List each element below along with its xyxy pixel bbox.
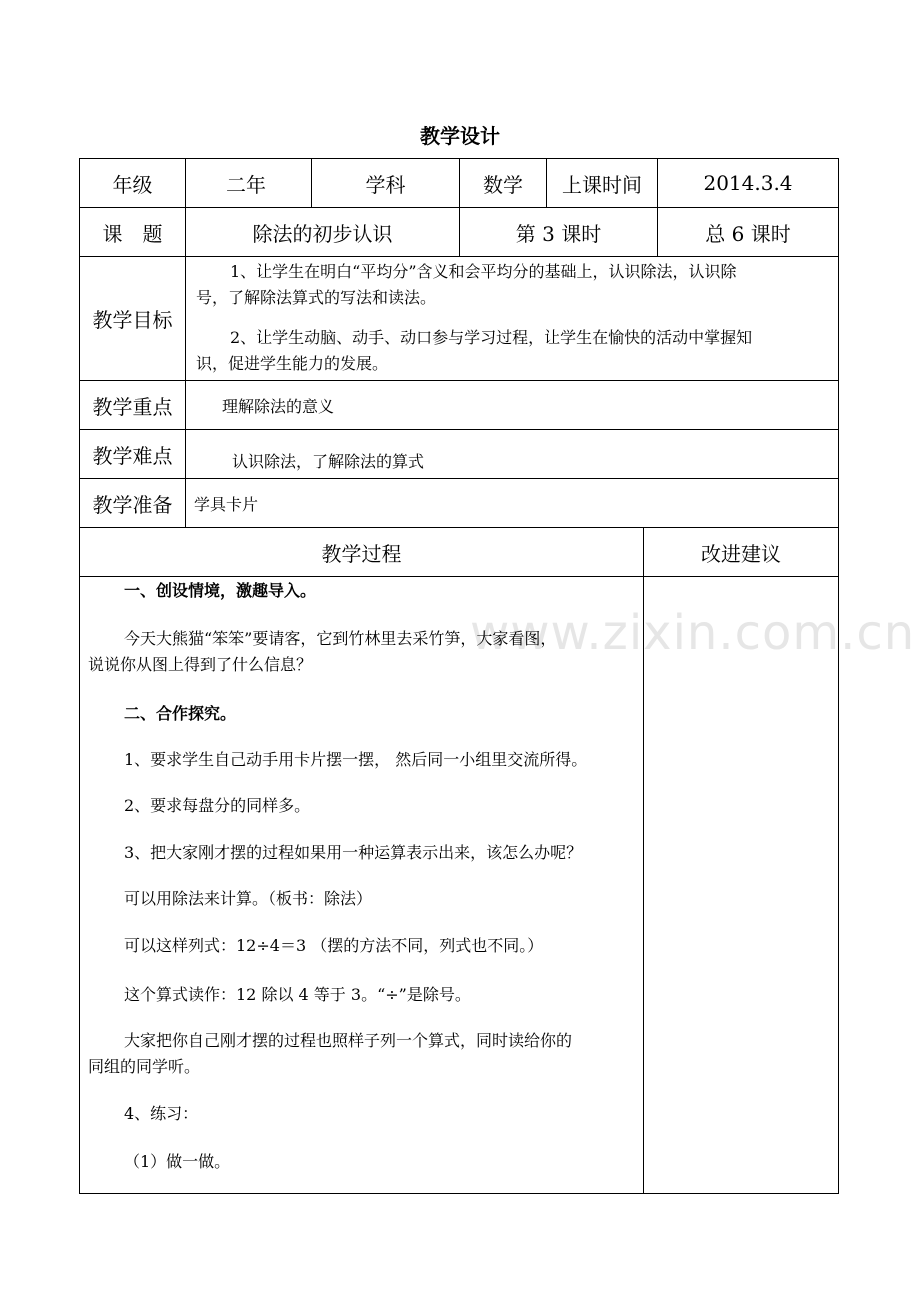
grade-value: 二年: [226, 172, 266, 197]
preparation-label: 教学准备: [92, 492, 173, 517]
topic-value: 除法的初步认识: [252, 221, 393, 246]
total-lessons: 总 6 课时: [705, 221, 791, 246]
class-time-label: 上课时间: [562, 172, 642, 197]
process-line: 1、要求学生自己动手用卡片摆一摆， 然后同一小组里交流所得。: [124, 750, 588, 769]
goals-label: 教学目标: [92, 308, 173, 332]
key-point-value: 理解除法的意义: [222, 396, 335, 416]
process-line: （1）做一做。: [124, 1152, 231, 1171]
section-1-heading: 一、创设情境，激趣导入。: [124, 581, 317, 600]
preparation-value: 学具卡片: [194, 494, 259, 514]
key-point-label: 教学重点: [92, 394, 173, 419]
subject-label: 学科: [365, 172, 406, 197]
difficulty-value: 认识除法，了解除法的算式: [232, 451, 425, 471]
lesson-number: 第 3 课时: [515, 221, 602, 246]
grade-label: 年级: [112, 172, 153, 197]
process-line: 4、练习：: [124, 1104, 199, 1123]
subject-value: 数学: [483, 172, 523, 197]
process-line: 2、要求每盘分的同样多。: [124, 796, 311, 815]
topic-label: 课 题: [102, 221, 163, 246]
class-time-value: 2014.3.4: [703, 171, 793, 195]
goal-2-line-2: 识，促进学生能力的发展。: [196, 354, 389, 373]
section-2-heading: 二、合作探究。: [124, 704, 237, 723]
process-line: 说说你从图上得到了什么信息？: [88, 655, 313, 674]
goal-2-line-1: 2、让学生动脑、动手、动口参与学习过程，让学生在愉快的活动中掌握知: [230, 328, 753, 347]
process-line: 同组的同学听。: [88, 1057, 201, 1076]
process-line: 这个算式读作：12 除以 4 等于 3。“÷”是除号。: [124, 985, 471, 1004]
suggestion-header: 改进建议: [701, 541, 781, 566]
process-header: 教学过程: [321, 541, 402, 566]
goal-1-line-1: 1、让学生在明白“平均分”含义和会平均分的基础上，认识除法，认识除: [230, 262, 737, 281]
process-line: 可以这样列式：12÷4＝3 （摆的方法不同，列式也不同。）: [124, 936, 544, 955]
process-line: 大家把你自己刚才摆的过程也照样子列一个算式，同时读给你的: [124, 1031, 573, 1050]
document-title: 教学设计: [420, 124, 500, 148]
process-line: 可以用除法来计算。（板书：除法）: [124, 889, 373, 908]
watermark: www.zixin.com.cn: [470, 605, 916, 661]
process-line: 今天大熊猫“笨笨”要请客，它到竹林里去采竹笋，大家看图，: [124, 629, 557, 648]
goal-1-line-2: 号，了解除法算式的写法和读法。: [196, 288, 437, 307]
difficulty-label: 教学难点: [92, 443, 173, 468]
process-line: 3、把大家刚才摆的过程如果用一种运算表示出来，该怎么办呢？: [124, 843, 583, 862]
goals-text: [196, 259, 836, 377]
